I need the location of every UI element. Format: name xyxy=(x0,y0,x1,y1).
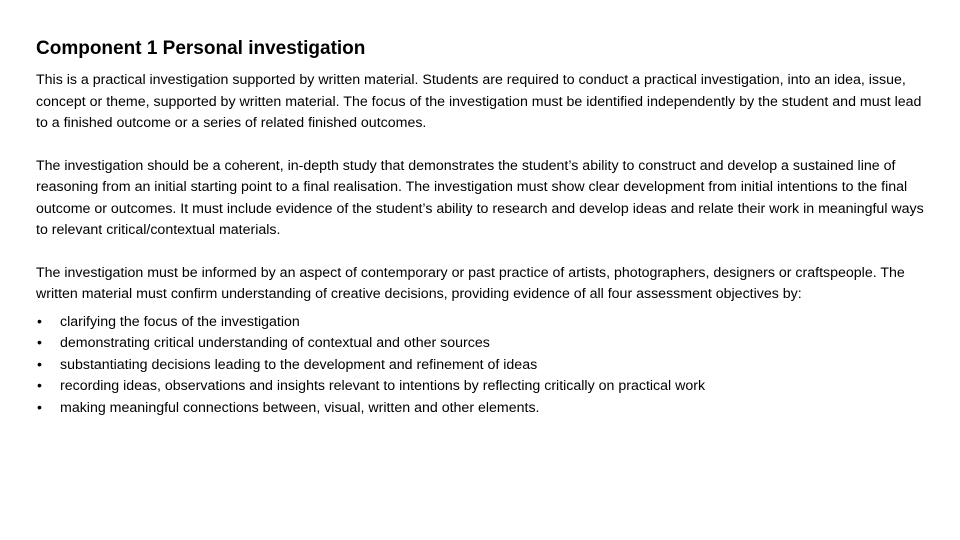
bullet-icon: • xyxy=(37,313,42,330)
assessment-objectives-list xyxy=(36,312,932,420)
bullet-icon: • xyxy=(37,356,42,373)
paragraph-investigation: The investigation should be a coherent, in-depth study that demonstrates the student’s ability to construct and develop a sustained line of reasoning from an initial starting point to a final realisation. The investigation must show clear development from initial intentions to the final outcome or outcomes. It must include evidence of the student’s ability to research and develop ideas and relate their work in meaningful ways to relevant critical/contextual materials. xyxy=(36,157,924,238)
list-item xyxy=(36,355,932,377)
slide-content xyxy=(36,36,932,419)
list-item xyxy=(36,376,932,398)
bullet-icon: • xyxy=(37,378,42,394)
bullet-icon: • xyxy=(37,399,42,416)
list-item xyxy=(36,312,932,334)
paragraph-intro: This is a practical investigation supported by written material. Students are required to conduct a practical investigation, into an idea, issue, concept or theme, supported by written material. The focus of the investigation must be identified independently by the student and must lead to a finished outcome or a series of related finished outcomes. xyxy=(36,72,922,131)
page-title: Component 1 Personal investigation xyxy=(36,38,366,59)
list-item-text: demonstrating critical understanding of contextual and other sources xyxy=(60,335,490,351)
list-item-text: substantiating decisions leading to the development and refinement of ideas xyxy=(60,356,538,373)
list-item-text: clarifying the focus of the investigation xyxy=(60,313,300,330)
list-item-text: making meaningful connections between, visual, written and other elements. xyxy=(60,399,540,416)
bullet-icon: • xyxy=(37,335,42,351)
paragraph-informed-by: The investigation must be informed by an aspect of contemporary or past practice of artists, photographers, designers or craftspeople. The written material must confirm understanding of creative decisions, providing evidence of all four assessment objectives by: xyxy=(36,264,905,302)
list-item-text: recording ideas, observations and insights relevant to intentions by reflecting critically on practical work xyxy=(60,378,706,394)
list-item xyxy=(36,398,932,420)
list-item xyxy=(36,333,932,355)
